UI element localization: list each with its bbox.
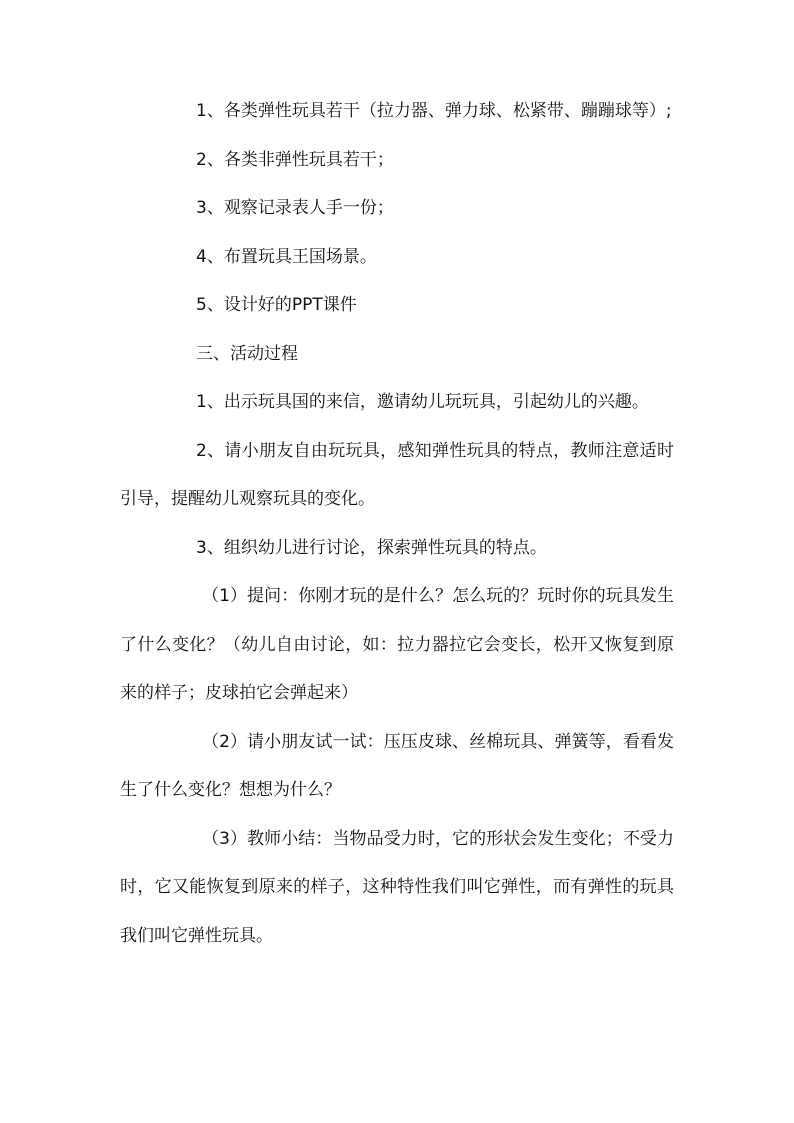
paragraph-step-1: 1、出示玩具国的来信，邀请幼儿玩玩具，引起幼儿的兴趣。 [196,392,649,412]
section-heading-activity-process: 三、活动过程 [196,343,298,364]
paragraph-material-2: 2、各类非弹性玩具若干； [196,149,394,170]
document-body [120,87,674,960]
paragraph-material-4: 4、布置玩具王国场景。 [196,246,377,267]
paragraph-material-3: 3、观察记录表人手一份； [196,198,394,218]
paragraph-substep-2: （2）请小朋友试一试：压压皮球、丝棉玩具、弹簧等，看看发生了什么变化？想想为什么？ [120,731,674,800]
paragraph-substep-3: （3）教师小结：当物品受力时，它的形状会发生变化；不受力时，它又能恢复到原来的样子，这种特性我们叫它弹性，而有弹性的玩具我们叫它弹性玩具。 [120,828,674,946]
paragraph-step-3: 3、组织幼儿进行讨论，探索弹性玩具的特点。 [196,537,547,558]
paragraph-step-2: 2、请小朋友自由玩玩具，感知弹性玩具的特点，教师注意适时引导，提醒幼儿观察玩具的变化。 [120,440,674,509]
paragraph-material-5: 5、设计好的PPT课件 [196,295,357,315]
paragraph-material-1: 1、各类弹性玩具若干（拉力器、弹力球、松紧带、蹦蹦球等）; [196,101,672,121]
paragraph-substep-1: （1）提问：你刚才玩的是什么？怎么玩的？玩时你的玩具发生了什么变化？（幼儿自由讨论，如：拉力器拉它会变长，松开又恢复到原来的样子；皮球拍它会弹起来） [120,586,674,703]
